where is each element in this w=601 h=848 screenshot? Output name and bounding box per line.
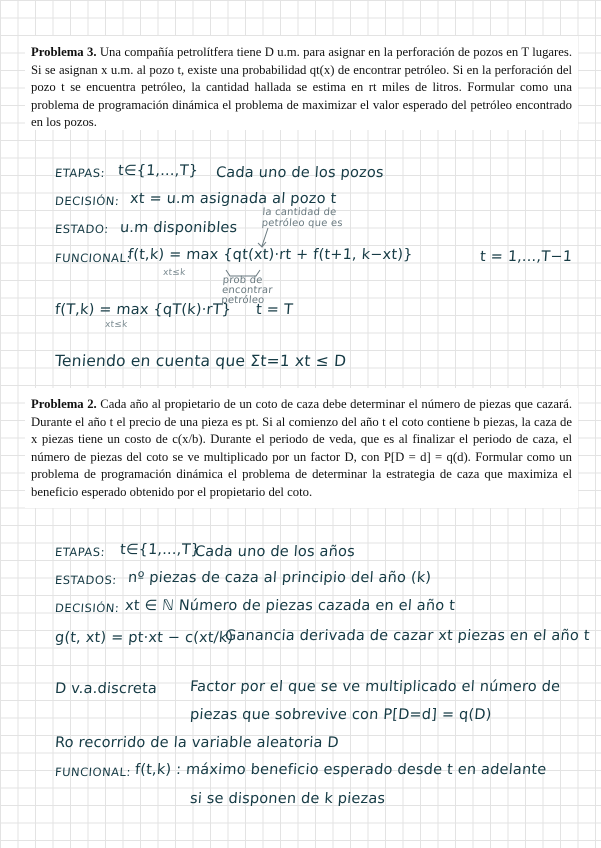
problem-3-title: Problema 3. — [31, 45, 97, 59]
brace-prob — [226, 270, 260, 276]
funcional-2-value: f(t,k) : máximo beneficio esperado desde t en adelante — [134, 762, 547, 778]
final-3-range: t = T — [255, 302, 294, 318]
problem-2-title: Problema 2. — [31, 397, 97, 411]
g-comment: Ganancia derivada de cazar xt piezas en el año t — [224, 628, 591, 644]
etapas-3-label: ETAPAS: — [54, 166, 106, 180]
problem-3-text: Una compañía petrolítfera tiene D u.m. para asignar en la perforación de pozos en T lugares. Si se asignan x u.m. al pozo t, existe una probabilidad qt(x) de encontrar petróleo. Si en la perforación del pozo t se encuentra petróleo, la cantidad hallada se estima en rt miles de litros. Formular como una problema de programación dinámica el problema de maximizar el valor esperado del petróleo encontrado en los pozos. — [31, 45, 573, 130]
problem-2-text: Cada año al propietario de un coto de caza debe determinar el número de piezas que cazará. Durante el año t el precio de una pieza es pt. Si al comienzo del año t el coto contiene b piezas, la caza de x piezas tiene un costo de c(x/b). Durante el periodo de veda, que es al finalizar el periodo de caza, el número de piezas del coto se ve multiplicado por un factor D, con P[D = d] = q(d). Formular como un problema de programación dinámica el problema de determinar la estrategia de caza que maximiza el beneficio esperado obtenido por el propietario del coto. — [31, 397, 573, 499]
etapas-2-value: t∈{1,...,T} — [119, 542, 201, 558]
etapas-3-comment: Cada uno de los pozos — [215, 165, 385, 181]
teniendo-note: Teniendo en cuenta que Σt=1 xt ≤ D — [54, 352, 347, 370]
funcional-3-subscript: xt≤k — [162, 268, 186, 278]
estados-2-value: nº piezas de caza al principio del año (k) — [127, 570, 432, 586]
etapas-3-value: t∈{1,...,T} — [117, 163, 199, 179]
etapas-2-comment: Cada uno de los años — [194, 544, 356, 560]
d-comment-line-1: Factor por el que se ve multiplicado el número de — [189, 679, 561, 695]
estados-2-label: ESTADOS: — [54, 573, 118, 587]
recorrido-note: Ro recorrido de la variable aleatoria D — [54, 735, 340, 751]
final-3-value: f(T,k) = max {qT(k)·rT} — [54, 302, 232, 318]
funcional-2-label: FUNCIONAL: — [54, 765, 132, 779]
annotation-prob: prob de encontrar petróleo — [220, 275, 273, 306]
funcional-3-label: FUNCIONAL: — [54, 251, 132, 265]
final-3-subscript: xt≤k — [104, 320, 128, 330]
annotation-cantidad: la cantidad de petróleo que es — [261, 207, 344, 229]
decision-3-value: xt = u.m asignada al pozo t — [129, 191, 337, 207]
decision-2-label: DECISIÓN: — [54, 601, 120, 615]
g-function: g(t, xt) = pt·xt − c(xt/k) — [54, 630, 234, 646]
decision-3-label: DECISIÓN: — [54, 194, 120, 208]
d-variable-label: D v.a.discreta — [54, 681, 158, 697]
funcional-3-value: f(t,k) = max {qt(xt)·rt + f(t+1, k−xt)} — [127, 247, 414, 263]
decision-2-value: xt ∈ ℕ Número de piezas cazada en el año t — [124, 598, 456, 614]
funcional-3-range: t = 1,...,T−1 — [479, 249, 573, 265]
etapas-2-label: ETAPAS: — [54, 545, 106, 559]
d-comment-line-2: piezas que sobrevive con P[D=d] = q(D) — [189, 707, 493, 723]
estado-3-value: u.m disponibles — [119, 220, 238, 236]
funcional-2-value-line-2: si se disponen de k piezas — [189, 791, 386, 807]
estado-3-label: ESTADO: — [54, 222, 110, 236]
